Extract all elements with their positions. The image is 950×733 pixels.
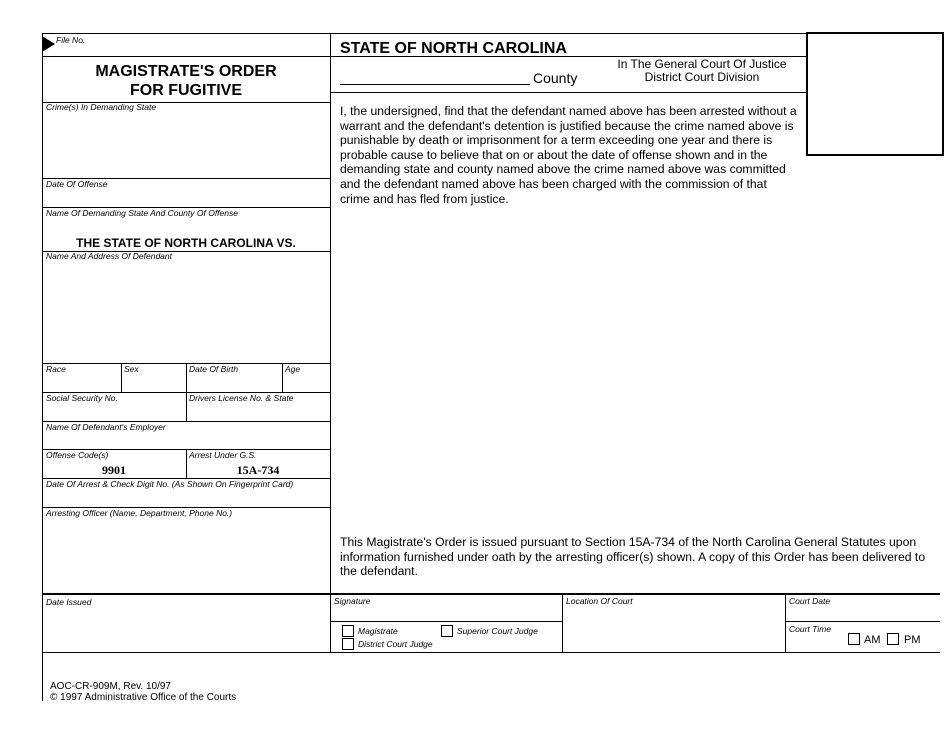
issued-paragraph: This Magistrate's Order is issued pursuant to Section 15A-734 of the North Carolina General Statutes upon information furnished under oath by the arresting officer(s) shown. A copy of this Order has been delivered to the defendant. xyxy=(340,535,926,579)
file-no-marker-icon xyxy=(42,36,55,52)
top-border-left xyxy=(42,33,330,34)
magistrate-label: Magistrate xyxy=(358,626,398,636)
arrest-gs-label: Arrest Under G.S. xyxy=(189,450,257,460)
date-offense-label: Date Of Offense xyxy=(46,179,108,189)
file-no-underline xyxy=(42,56,330,57)
defendant-label: Name And Address Of Defendant xyxy=(46,251,172,261)
am-label: AM xyxy=(864,634,881,646)
cell-divider xyxy=(186,363,187,421)
dob-label: Date Of Birth xyxy=(189,364,239,374)
middle-divider xyxy=(330,33,331,594)
court-date-line xyxy=(785,621,940,622)
court-line1: In The General Court Of Justice xyxy=(617,57,787,71)
court-date-label: Court Date xyxy=(789,596,831,606)
signature-line xyxy=(330,621,562,622)
bottom-divider xyxy=(785,593,786,652)
arrest-date-label: Date Of Arrest & Check Digit No. (As Shown On Fingerprint Card) xyxy=(46,479,294,489)
offense-code-value: 9901 xyxy=(102,463,126,477)
offense-codes-label: Offense Code(s) xyxy=(46,450,109,460)
cell-divider xyxy=(282,363,283,392)
state-vs-heading: THE STATE OF NORTH CAROLINA VS. xyxy=(76,236,296,250)
county-label: County xyxy=(533,70,578,86)
form-title-line2: FOR FUGITIVE xyxy=(130,82,242,99)
location-label: Location Of Court xyxy=(566,596,633,606)
crimes-label: Crime(s) In Demanding State xyxy=(46,102,157,112)
form-number: AOC-CR-909M, Rev. 10/97 xyxy=(50,681,171,692)
top-border-right xyxy=(330,33,808,34)
demanding-state-label: Name Of Demanding State And County Of Offense xyxy=(46,208,238,218)
county-blank[interactable] xyxy=(340,84,530,85)
pm-checkbox[interactable] xyxy=(887,633,899,645)
bottom-divider xyxy=(562,593,563,652)
bottom-divider xyxy=(330,593,331,652)
employer-label: Name Of Defendant's Employer xyxy=(46,422,166,432)
superior-judge-label: Superior Court Judge xyxy=(457,626,538,636)
header-bottom-line xyxy=(330,92,808,93)
left-border xyxy=(42,33,43,701)
ssn-label: Social Security No. xyxy=(46,393,118,403)
bottom-thick-line xyxy=(42,593,940,595)
copyright-text: © 1997 Administrative Office of the Courts xyxy=(50,692,237,703)
age-label: Age xyxy=(285,364,301,374)
state-title: STATE OF NORTH CAROLINA xyxy=(340,40,567,57)
cell-divider xyxy=(121,363,122,392)
sex-label: Sex xyxy=(124,364,139,374)
am-checkbox[interactable] xyxy=(848,633,860,645)
date-issued-label: Date Issued xyxy=(46,597,92,607)
signature-label: Signature xyxy=(334,596,371,606)
pm-label: PM xyxy=(904,634,921,646)
officer-label: Arresting Officer (Name, Department, Phone No.) xyxy=(46,508,233,518)
form-title-line1: MAGISTRATE'S ORDER xyxy=(95,63,277,80)
district-judge-checkbox[interactable] xyxy=(342,638,354,650)
race-label: Race xyxy=(46,364,66,374)
magistrate-checkbox[interactable] xyxy=(342,625,354,637)
superior-judge-checkbox[interactable] xyxy=(441,625,453,637)
file-no-label: File No. xyxy=(56,35,86,45)
court-line2: District Court Division xyxy=(644,70,760,84)
arrest-gs-value: 15A-734 xyxy=(236,463,280,477)
court-time-label: Court Time xyxy=(789,624,831,634)
dl-label: Drivers License No. & State xyxy=(189,393,294,403)
stamp-box xyxy=(806,32,944,156)
district-judge-label: District Court Judge xyxy=(358,639,433,649)
finding-paragraph: I, the undersigned, find that the defendant named above has been arrested without a warrant and the defendant's detention is justified because the crime named above is punishable by death or imprisonment for a term exceeding one year and there is probable cause to believe that on or about the date of offense shown and in the demanding state and county named above the crime named above was committed and the defendant named above has been charged with the commission of that crime and has fled from justice. xyxy=(340,104,797,206)
bottom-block-end xyxy=(42,652,940,653)
